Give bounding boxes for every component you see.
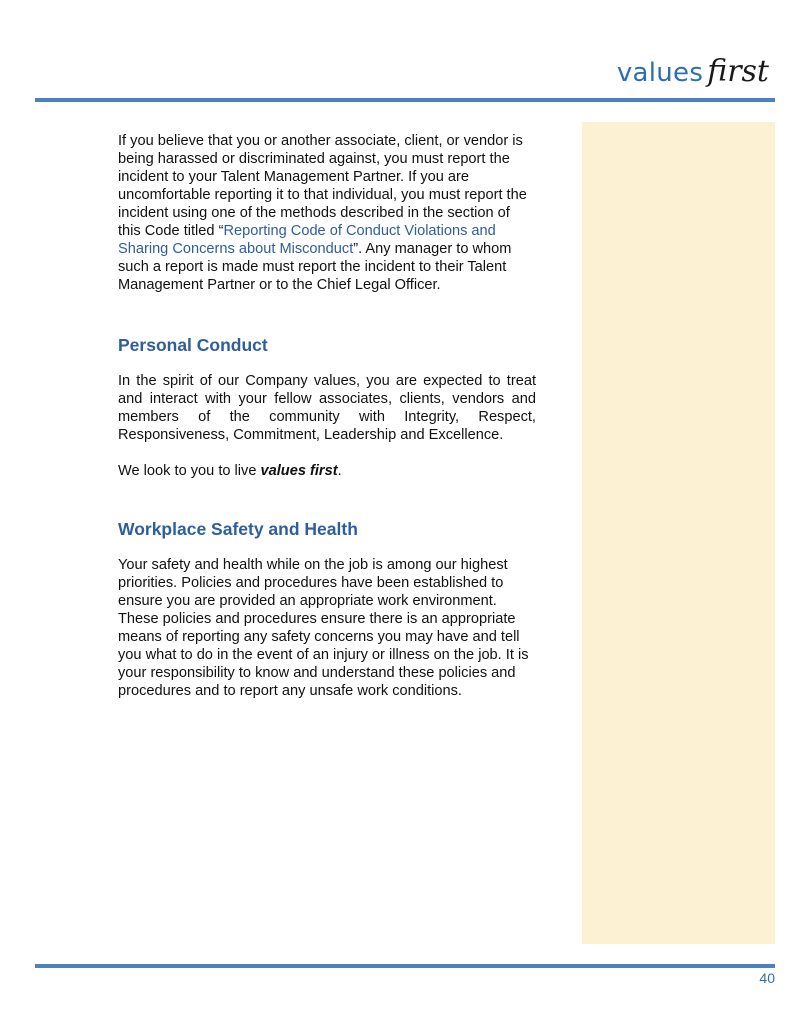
reporting-section-link[interactable]: Reporting Code of Conduct Violations and Sharing Concerns about Misconduct bbox=[118, 223, 496, 257]
closing-suffix: . bbox=[337, 463, 342, 479]
footer-divider bbox=[35, 964, 775, 968]
sidebar-panel bbox=[582, 122, 775, 944]
header-divider bbox=[35, 98, 775, 102]
logo-word-values: values bbox=[616, 58, 704, 88]
page-number: 40 bbox=[759, 970, 775, 986]
closing-emphasis: values first bbox=[260, 463, 338, 479]
workplace-safety-paragraph: Your safety and health while on the job is among our highest priorities. Policies and procedures have been established to ensure you are provided an appropriate work environment. These policies and procedures ensure there is an appropriate means of reporting any safety concerns you may have and tell you what to do in the event of an injury or illness on the job. It is your responsibility to know and understand these policies and procedures and to report any unsafe work conditions. bbox=[118, 557, 529, 699]
logo-word-first: first bbox=[707, 54, 769, 89]
intro-paragraph bbox=[118, 132, 536, 294]
intro-text-after: ”. Any manager to whom such a report is made must report the incident to their Talent Management Partner or to the Chief Legal Officer. bbox=[118, 241, 512, 293]
values-first-logo bbox=[617, 54, 769, 89]
personal-conduct-paragraph: In the spirit of our Company values, you are expected to treat and interact with your fellow associates, clients, vendors and members of the community with Integrity, Respect, Responsiveness, Commitment, Leadership and Excellence. bbox=[118, 373, 536, 443]
main-content bbox=[118, 132, 536, 700]
workplace-safety-heading: Workplace Safety and Health bbox=[118, 519, 358, 539]
intro-text-before: If you believe that you or another associate, client, or vendor is being harassed or discriminated against, you must report the incident to your Talent Management Partner. If you are uncomfortable reporting it to that individual, you must report the incident using one of the methods described in the section of this Code titled “ bbox=[118, 133, 527, 239]
closing-prefix: We look to you to live bbox=[118, 463, 261, 479]
values-closing-line bbox=[118, 462, 536, 480]
personal-conduct-heading: Personal Conduct bbox=[118, 335, 268, 355]
